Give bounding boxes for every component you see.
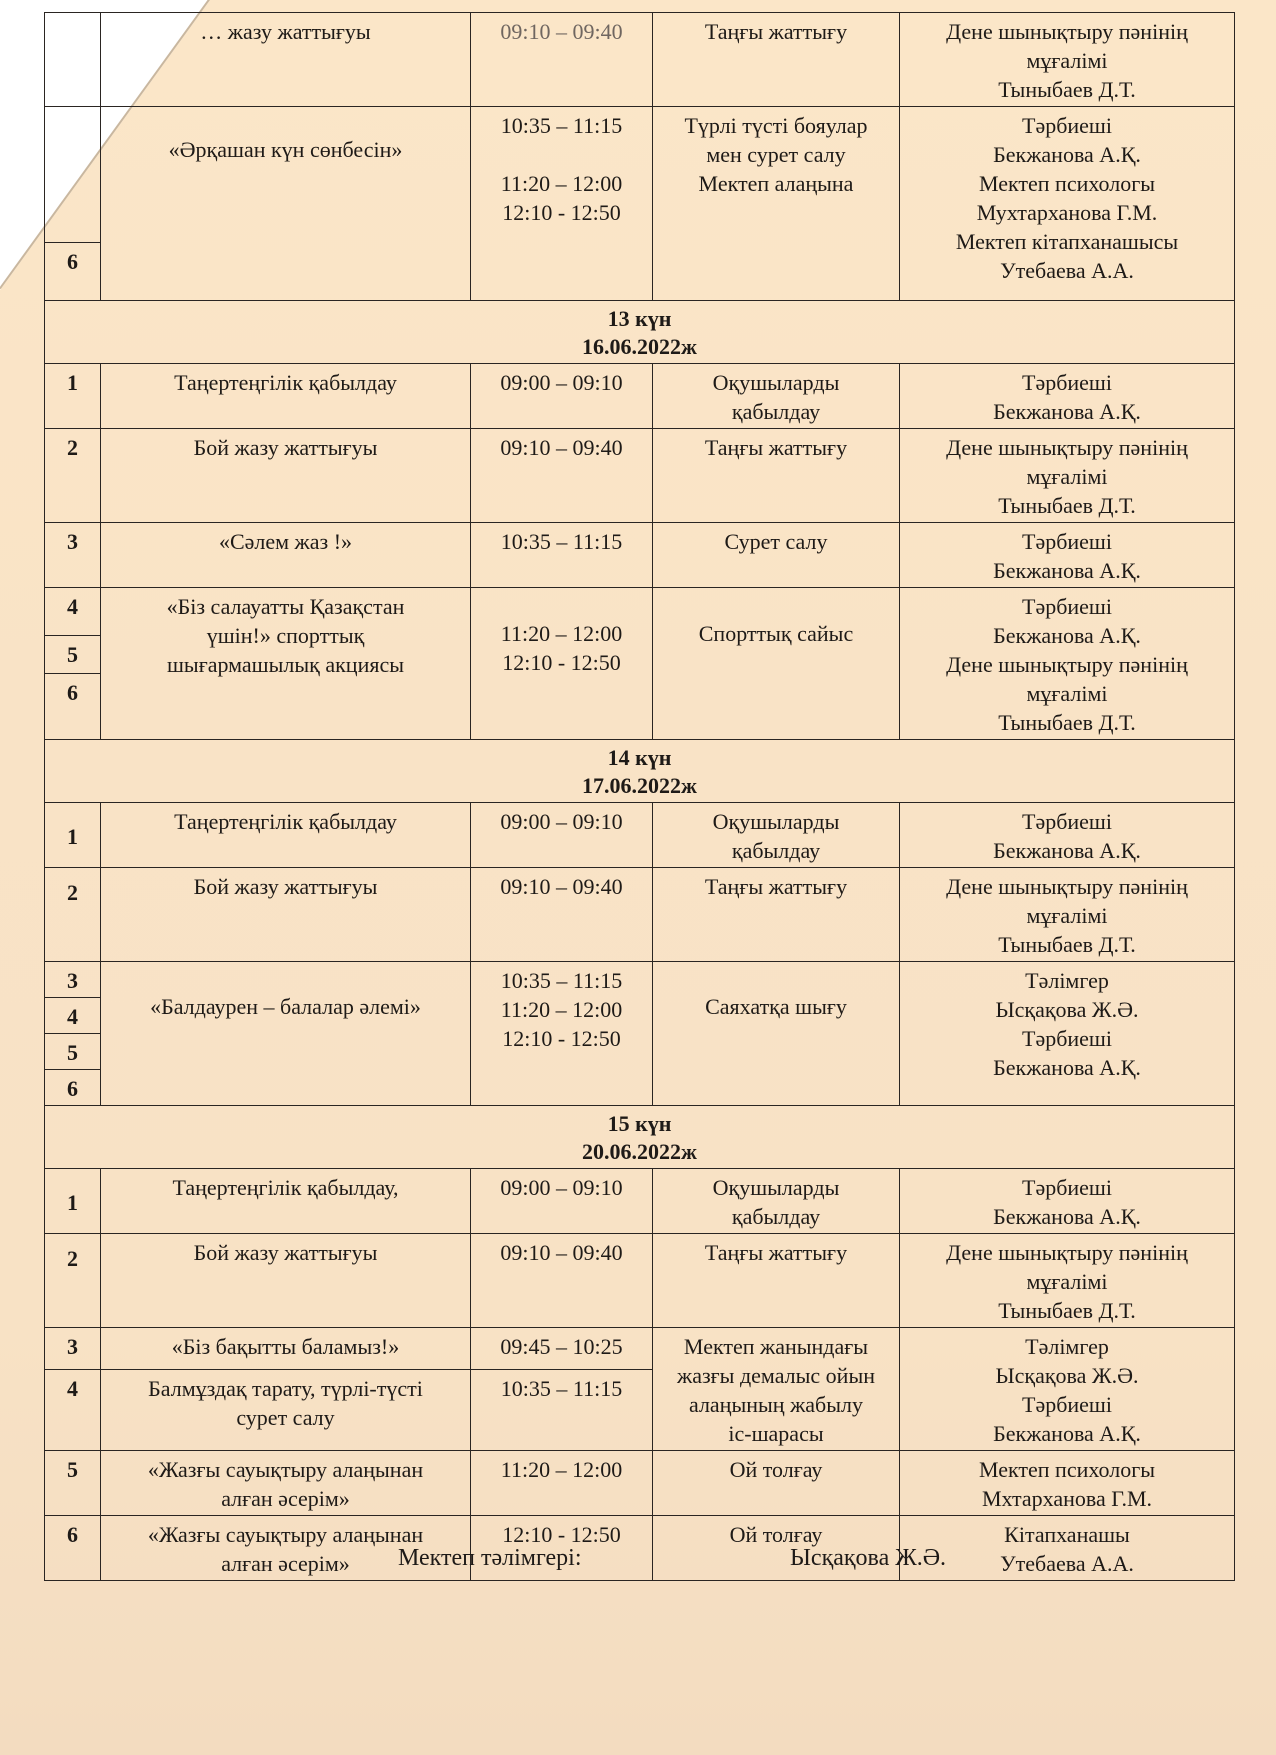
row-number: 1 [45,803,101,868]
row-number: 2 [45,429,101,523]
type-cell: Мектеп жанындағы жазғы демалыс ойын алаңының жабылу іс-шарасы [653,1328,900,1451]
row-number: 5 [45,635,101,673]
time-cell: 09:45 – 10:25 [471,1328,653,1370]
row-number: 6 [45,674,101,740]
time-cell: 10:35 – 11:15 11:20 – 12:00 12:10 - 12:50 [471,107,653,301]
time-cell: 11:20 – 12:00 12:10 - 12:50 [471,588,653,740]
type-cell: Таңғы жаттығу [653,13,900,107]
time-cell: 11:20 – 12:00 [471,1451,653,1516]
table-row [45,588,1235,636]
table-row [45,803,1235,868]
row-number: 3 [45,1328,101,1370]
time-cell: 09:00 – 09:10 [471,803,653,868]
row-number: 2 [45,868,101,962]
time-cell: 09:00 – 09:10 [471,1169,653,1234]
schedule-table [44,12,1235,1581]
type-cell: Таңғы жаттығу [653,1234,900,1328]
activity-cell: «Балдаурен – балалар әлемі» [101,962,471,1106]
table-row [45,962,1235,998]
responsible-cell: Тәлімгер Ысқақова Ж.Ә. Тәрбиеші Бекжанова А.Қ. [900,1328,1235,1451]
time-cell: 12:10 - 12:50 [471,1516,653,1581]
type-cell: Оқушыларды қабылдау [653,803,900,868]
activity-cell: … жазу жаттығуы [101,13,471,107]
type-cell: Саяхатқа шығу [653,962,900,1106]
row-number: 5 [45,1451,101,1516]
type-cell: Оқушыларды қабылдау [653,364,900,429]
activity-cell: Таңертеңгілік қабылдау, [101,1169,471,1234]
table-row [45,364,1235,429]
time-cell: 09:10 – 09:40 [471,429,653,523]
activity-cell: Бой жазу жаттығуы [101,1234,471,1328]
row-number: 3 [45,523,101,588]
row-number: 4 [45,998,101,1034]
row-number: 1 [45,364,101,429]
responsible-cell: Тәрбиеші Бекжанова А.Қ. Мектеп психологы Мухтарханова Г.М. Мектеп кітапханашысы Утебаева А.А. [900,107,1235,301]
type-cell: Оқушыларды қабылдау [653,1169,900,1234]
responsible-cell: Дене шынықтыру пәнінің мұғалімі Тыныбаев Д.Т. [900,1234,1235,1328]
responsible-cell: Тәрбиеші Бекжанова А.Қ. [900,364,1235,429]
activity-cell: «Жазғы сауықтыру алаңынан алған әсерім» [101,1451,471,1516]
time-cell: 09:10 – 09:40 [471,868,653,962]
responsible-cell: Мектеп психологы Мхтарханова Г.М. [900,1451,1235,1516]
activity-cell: Бой жазу жаттығуы [101,429,471,523]
row-number: 1 [45,1169,101,1234]
responsible-cell: Тәрбиеші Бекжанова А.Қ. [900,803,1235,868]
responsible-cell: Дене шынықтыру пәнінің мұғалімі Тыныбаев Д.Т. [900,429,1235,523]
table-row [45,107,1235,243]
time-cell: 10:35 – 11:15 11:20 – 12:00 12:10 - 12:50 [471,962,653,1106]
type-cell: Спорттық сайыс [653,588,900,740]
row-number: 5 [45,1034,101,1070]
responsible-cell: Кітапханашы Утебаева А.А. [900,1516,1235,1581]
responsible-cell: Дене шынықтыру пәнінің мұғалімі Тыныбаев Д.Т. [900,13,1235,107]
table-row [45,1516,1235,1581]
activity-cell: «Әрқашан күн сөнбесін» [101,107,471,301]
time-cell: 10:35 – 11:15 [471,523,653,588]
activity-cell: «Сәлем жаз !» [101,523,471,588]
row-number: 4 [45,1369,101,1450]
type-cell: Түрлі түсті бояулар мен сурет салу Мектеп алаңына [653,107,900,301]
row-number-cell [45,107,101,243]
signature-name: Ысқақова Ж.Ә. [790,1545,947,1571]
responsible-cell: Тәрбиеші Бекжанова А.Қ. [900,1169,1235,1234]
type-cell: Сурет салу [653,523,900,588]
type-cell: Таңғы жаттығу [653,868,900,962]
responsible-cell: Тәрбиеші Бекжанова А.Қ. Дене шынықтыру пәнінің мұғалімі Тыныбаев Д.Т. [900,588,1235,740]
day-header-row [45,301,1235,364]
table-row [45,1169,1235,1234]
day-header: 14 күн 17.06.2022ж [45,740,1235,803]
day-header: 13 күн 16.06.2022ж [45,301,1235,364]
activity-cell: Таңертеңгілік қабылдау [101,364,471,429]
table-row [45,13,1235,107]
row-number: 4 [45,588,101,636]
table-row [45,1328,1235,1370]
day-header-row [45,1106,1235,1169]
time-cell: 09:00 – 09:10 [471,364,653,429]
type-cell: Ой толғау [653,1516,900,1581]
time-cell: 09:10 – 09:40 [471,13,653,107]
day-header: 15 күн 20.06.2022ж [45,1106,1235,1169]
activity-cell: Бой жазу жаттығуы [101,868,471,962]
table-row [45,523,1235,588]
row-number: 6 [45,243,101,301]
row-number-cell [45,13,101,107]
row-number: 6 [45,1070,101,1106]
type-cell: Таңғы жаттығу [653,429,900,523]
responsible-cell: Тәлімгер Ысқақова Ж.Ә. Тәрбиеші Бекжанова А.Қ. [900,962,1235,1106]
type-cell: Ой толғау [653,1451,900,1516]
activity-cell: «Біз бақытты баламыз!» [101,1328,471,1370]
row-number: 3 [45,962,101,998]
time-cell: 10:35 – 11:15 [471,1369,653,1450]
table-row [45,868,1235,962]
table-row [45,1451,1235,1516]
day-header-row [45,740,1235,803]
activity-cell: Таңертеңгілік қабылдау [101,803,471,868]
row-number: 2 [45,1234,101,1328]
signature-role: Мектеп тәлімгері: [398,1545,582,1571]
time-cell: 09:10 – 09:40 [471,1234,653,1328]
responsible-cell: Дене шынықтыру пәнінің мұғалімі Тыныбаев Д.Т. [900,868,1235,962]
table-row [45,1234,1235,1328]
activity-cell: «Жазғы сауықтыру алаңынан алған әсерім» [101,1516,471,1581]
row-number: 6 [45,1516,101,1581]
activity-cell: «Біз салауатты Қазақстан үшін!» спорттық шығармашылық акциясы [101,588,471,740]
table-row [45,429,1235,523]
responsible-cell: Тәрбиеші Бекжанова А.Қ. [900,523,1235,588]
activity-cell: Балмұздақ тарату, түрлі-түсті сурет салу [101,1369,471,1450]
